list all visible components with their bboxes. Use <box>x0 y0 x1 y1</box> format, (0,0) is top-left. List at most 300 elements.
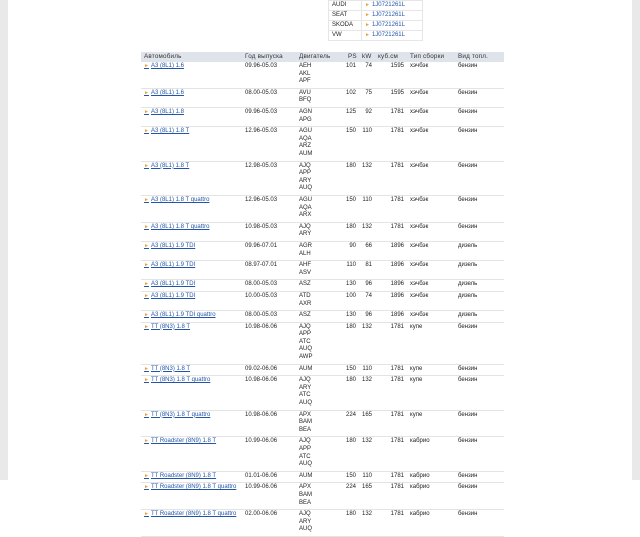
body-type: купе <box>410 377 423 384</box>
car-model-link[interactable] <box>141 196 242 222</box>
kw: 110 <box>362 472 372 479</box>
table-row <box>141 242 504 261</box>
car-model: A3 (8L1) 1.8 T <box>150 162 190 169</box>
brand-part-link[interactable] <box>362 11 423 21</box>
kw: 132 <box>361 162 372 169</box>
arrow-right-icon: ► <box>365 2 370 8</box>
years: 08.00-05.03 <box>245 312 278 319</box>
fuel-type: дизель <box>458 312 478 319</box>
years: 10.98-06.06 <box>245 411 278 418</box>
fuel-type: дизель <box>458 242 478 249</box>
car-model: A3 (8L1) 1.9 TDI <box>150 242 196 249</box>
engine-code: AWP <box>299 354 313 361</box>
arrow-right-icon: ► <box>144 196 149 203</box>
kw: 74 <box>365 292 372 299</box>
left-margin <box>0 0 8 480</box>
arrow-right-icon: ► <box>144 162 149 169</box>
car-model-link[interactable] <box>141 261 242 279</box>
ps: 101 <box>345 63 356 69</box>
cc: 1896 <box>390 292 404 299</box>
engine-code: APX <box>299 411 312 418</box>
arrow-right-icon: ► <box>144 262 149 269</box>
years: 09.96-07.01 <box>245 242 278 249</box>
fuel-type: бензин <box>458 472 478 479</box>
car-model-link[interactable] <box>141 223 242 241</box>
right-margin <box>632 0 640 480</box>
engine-list <box>296 292 345 310</box>
engine-code: BFQ <box>299 97 312 104</box>
header-car: Автомобиль <box>144 53 182 60</box>
ps: 224 <box>345 484 356 491</box>
ps: 180 <box>345 438 356 445</box>
header-ps: PS <box>348 53 357 60</box>
car-model-link[interactable] <box>141 292 242 310</box>
years: 10.98-05.03 <box>245 223 278 230</box>
car-model: A3 (8L1) 1.8 T <box>150 128 190 135</box>
engine-list <box>296 437 345 470</box>
cc: 1781 <box>390 365 404 372</box>
car-model: TT Roadster (8N9) 1.8 T quattro <box>150 484 237 491</box>
table-row <box>141 323 504 365</box>
engine-code: AHF <box>299 262 311 269</box>
brand-row <box>329 31 423 41</box>
cc: 1595 <box>390 63 404 69</box>
engine-code: AJQ <box>299 511 311 518</box>
engine-code: ARY <box>299 384 312 391</box>
engine-list <box>296 261 345 279</box>
engine-list <box>296 411 345 437</box>
fuel-type: бензин <box>458 128 478 135</box>
body-type: купе <box>410 411 423 418</box>
engine-code: APP <box>299 331 312 338</box>
engine-code: APP <box>299 170 312 177</box>
car-model: A3 (8L1) 1.9 TDI <box>150 262 196 269</box>
kw: 110 <box>362 365 372 372</box>
body-type: кабрио <box>410 511 430 518</box>
arrow-right-icon: ► <box>144 438 149 445</box>
cc: 1781 <box>390 472 404 479</box>
arrow-right-icon: ► <box>365 22 370 28</box>
brand-part-link[interactable] <box>362 31 423 41</box>
body-type: хэчбэк <box>410 312 429 319</box>
table-row <box>141 223 504 242</box>
fuel-type: бензин <box>458 411 478 418</box>
engine-list <box>296 472 345 483</box>
engine-code: APP <box>299 446 312 453</box>
kw: 165 <box>361 484 372 491</box>
kw: 132 <box>361 323 372 330</box>
cc: 1781 <box>390 484 404 491</box>
brand-row <box>329 11 423 21</box>
engine-list <box>296 196 345 222</box>
engine-list <box>296 510 345 536</box>
table-row <box>141 472 504 484</box>
brand-row <box>329 21 423 31</box>
brand-row <box>329 1 423 11</box>
car-model-link[interactable] <box>141 510 242 536</box>
table-row <box>141 62 504 89</box>
car-model: TT Roadster (8N9) 1.8 T <box>150 438 217 445</box>
engine-code: AVU <box>299 89 311 96</box>
engine-code: AGU <box>299 128 313 135</box>
engine-code: AGR <box>299 242 313 249</box>
body-type: кабрио <box>410 438 430 445</box>
engine-code: ARY <box>299 177 312 184</box>
car-model-link[interactable] <box>141 62 242 88</box>
cc: 1896 <box>390 312 404 319</box>
fuel-type: бензин <box>458 365 478 372</box>
engine-code: APF <box>299 78 311 85</box>
engine-code: AGU <box>299 196 313 203</box>
years: 12.96-05.03 <box>245 196 278 203</box>
engine-code: ARX <box>299 212 312 219</box>
engine-code: AUQ <box>299 185 313 192</box>
arrow-right-icon: ► <box>144 472 149 479</box>
engine-code: AUQ <box>299 346 313 353</box>
header-engine: Двигатель <box>299 53 331 60</box>
arrow-right-icon: ► <box>144 365 149 372</box>
arrow-right-icon: ► <box>144 63 149 69</box>
arrow-right-icon: ► <box>144 89 149 96</box>
engine-list <box>296 89 345 107</box>
fuel-type: дизель <box>458 292 478 299</box>
fuel-type: бензин <box>458 323 478 330</box>
arrow-right-icon: ► <box>144 377 149 384</box>
engine-code: ATC <box>299 453 311 460</box>
ps: 130 <box>345 281 356 288</box>
car-model-link[interactable] <box>141 127 242 160</box>
kw: 75 <box>365 89 372 96</box>
brand-part-link[interactable] <box>362 1 423 11</box>
engine-code: AJQ <box>299 438 311 445</box>
car-model-link[interactable] <box>141 89 242 107</box>
body-type: хэчбэк <box>410 196 429 203</box>
arrow-right-icon: ► <box>144 312 149 319</box>
car-model-link[interactable] <box>141 472 242 483</box>
table-row <box>141 261 504 280</box>
car-model: TT Roadster (8N9) 1.8 T quattro <box>150 511 237 518</box>
fuel-type: бензин <box>458 438 478 445</box>
header-kw: kW <box>362 53 372 60</box>
arrow-right-icon: ► <box>144 128 149 135</box>
header-cc: куб.см <box>378 53 399 60</box>
ps: 180 <box>345 162 356 169</box>
engine-code: AJQ <box>299 223 311 230</box>
car-model: A3 (8L1) 1.8 T quattro <box>150 196 210 203</box>
engine-list <box>296 108 345 126</box>
engine-list <box>296 311 345 322</box>
car-model: A3 (8L1) 1.9 TDI <box>150 281 196 288</box>
part-code: 1J0721261L <box>371 22 405 28</box>
header-fuel: Вид топл. <box>458 53 489 60</box>
years: 08.00-05.03 <box>245 89 278 96</box>
years: 10.98-06.06 <box>245 323 278 330</box>
engine-list <box>296 242 345 260</box>
ps: 180 <box>345 323 356 330</box>
car-model: TT (8N3) 1.8 T <box>150 323 191 330</box>
arrow-right-icon: ► <box>144 223 149 230</box>
years: 09.96-05.03 <box>245 108 278 115</box>
engine-code: AGN <box>299 108 313 115</box>
engine-code: BAM <box>299 419 313 426</box>
part-code: 1J0721261L <box>371 32 405 38</box>
engine-list <box>296 323 345 364</box>
fuel-type: бензин <box>458 196 478 203</box>
ps: 150 <box>345 128 356 135</box>
years: 08.00-05.03 <box>245 281 278 288</box>
ps: 180 <box>345 223 356 230</box>
ps: 150 <box>345 472 356 479</box>
cc: 1896 <box>390 281 404 288</box>
ps: 150 <box>345 196 356 203</box>
arrow-right-icon: ► <box>365 12 370 18</box>
table-row <box>141 437 504 471</box>
ps: 110 <box>346 262 356 269</box>
engine-code: AUQ <box>299 461 313 468</box>
arrow-right-icon: ► <box>144 484 149 491</box>
car-model: A3 (8L1) 1.6 <box>150 63 184 69</box>
table-row <box>141 280 504 292</box>
engine-code: BEA <box>299 499 312 506</box>
car-model-link[interactable] <box>141 437 242 470</box>
engine-code: BAM <box>299 492 313 499</box>
header-years: Год выпуска <box>245 53 283 60</box>
body-type: кабрио <box>410 484 430 491</box>
engine-code: AJQ <box>299 323 311 330</box>
engine-list <box>296 376 345 409</box>
table-row <box>141 292 504 311</box>
engine-code: ATC <box>299 338 311 345</box>
car-model-link[interactable] <box>141 483 242 509</box>
engine-list <box>296 162 345 195</box>
kw: 132 <box>361 438 372 445</box>
car-model-link[interactable] <box>141 311 242 322</box>
kw: 96 <box>365 281 372 288</box>
cc: 1595 <box>390 89 404 96</box>
fuel-type: бензин <box>458 377 478 384</box>
part-code: 1J0721261L <box>371 12 405 18</box>
body-type: хэчбэк <box>410 223 429 230</box>
engine-code: ARY <box>299 518 312 525</box>
fuel-type: дизель <box>458 281 478 288</box>
arrow-right-icon: ► <box>144 108 149 115</box>
table-row <box>141 376 504 410</box>
arrow-right-icon: ► <box>144 511 149 518</box>
cc: 1781 <box>390 377 404 384</box>
fuel-type: бензин <box>458 511 478 518</box>
engine-list <box>296 62 345 88</box>
header-body: Тип сборки <box>410 53 445 60</box>
body-type: хэчбэк <box>410 89 429 96</box>
ps: 90 <box>349 242 356 249</box>
cc: 1781 <box>390 438 404 445</box>
fuel-type: бензин <box>458 223 478 230</box>
car-model-link[interactable] <box>141 376 242 409</box>
cc: 1781 <box>390 196 404 203</box>
car-model-link[interactable] <box>141 280 242 291</box>
fuel-type: бензин <box>458 108 478 115</box>
applicability-table <box>141 52 504 537</box>
fuel-type: бензин <box>458 162 478 169</box>
arrow-right-icon: ► <box>144 411 149 418</box>
car-model-link[interactable] <box>141 108 242 126</box>
engine-code: AXR <box>299 300 312 307</box>
engine-code: ATD <box>299 292 311 299</box>
arrow-right-icon: ► <box>144 242 149 249</box>
body-type: купе <box>410 365 423 372</box>
kw: 96 <box>365 312 372 319</box>
fuel-type: бензин <box>458 484 478 491</box>
table-row <box>141 483 504 510</box>
engine-code: ASZ <box>299 312 311 319</box>
ps: 224 <box>345 411 356 418</box>
cc: 1781 <box>390 511 404 518</box>
ps: 130 <box>345 312 356 319</box>
table-row <box>141 510 504 537</box>
cc: 1896 <box>390 242 404 249</box>
engine-code: AUQ <box>299 526 313 533</box>
table-row <box>141 196 504 223</box>
brand-codes-table <box>328 0 423 41</box>
kw: 132 <box>361 223 372 230</box>
engine-code: AQA <box>299 135 312 142</box>
engine-code: AKL <box>299 70 311 77</box>
cc: 1896 <box>390 262 404 269</box>
years: 02.00-06.06 <box>245 511 278 518</box>
cc: 1781 <box>390 323 404 330</box>
years: 12.96-05.03 <box>245 128 278 135</box>
arrow-right-icon: ► <box>144 323 149 330</box>
ps: 102 <box>345 89 356 96</box>
arrow-right-icon: ► <box>144 292 149 299</box>
table-row <box>141 311 504 323</box>
table-row <box>141 162 504 196</box>
engine-code: AJQ <box>299 162 311 169</box>
body-type: хэчбэк <box>410 108 429 115</box>
engine-code: ASV <box>299 269 312 276</box>
kw: 110 <box>362 196 372 203</box>
engine-code: ASZ <box>299 281 311 288</box>
car-model: A3 (8L1) 1.6 <box>150 89 184 96</box>
years: 10.99-06.06 <box>245 484 278 491</box>
ps: 125 <box>345 108 356 115</box>
fuel-type: дизель <box>458 262 478 269</box>
brand-name: SKODA <box>329 21 362 31</box>
ps: 180 <box>345 377 356 384</box>
years: 10.99-06.06 <box>245 438 278 445</box>
arrow-right-icon: ► <box>365 32 370 38</box>
engine-list <box>296 483 345 509</box>
body-type: хэчбэк <box>410 292 429 299</box>
kw: 110 <box>362 128 372 135</box>
table-row <box>141 108 504 127</box>
body-type: купе <box>410 323 423 330</box>
brand-name: AUDI <box>329 1 362 11</box>
arrow-right-icon: ► <box>144 281 149 288</box>
engine-list <box>296 223 345 241</box>
engine-code: ARY <box>299 231 312 238</box>
car-model: A3 (8L1) 1.9 TDI <box>150 292 196 299</box>
kw: 132 <box>361 377 372 384</box>
years: 09.96-05.03 <box>245 63 278 69</box>
car-model-link[interactable] <box>141 162 242 195</box>
brand-name: VW <box>329 31 362 41</box>
engine-code: ALH <box>299 250 311 257</box>
car-model-link[interactable] <box>141 242 242 260</box>
ps: 180 <box>345 511 356 518</box>
kw: 165 <box>361 411 372 418</box>
table-header <box>141 52 504 62</box>
years: 09.02-06.06 <box>245 365 278 372</box>
years: 01.01-06.06 <box>245 472 278 479</box>
engine-code: AUM <box>299 472 313 479</box>
engine-code: ARZ <box>299 143 311 150</box>
car-model: TT (8N3) 1.8 T quattro <box>150 411 211 418</box>
engine-code: AJQ <box>299 377 311 384</box>
table-row <box>141 365 504 377</box>
body-type: хэчбэк <box>410 162 429 169</box>
car-model-link[interactable] <box>141 411 242 437</box>
body-type: кабрио <box>410 472 430 479</box>
years: 10.98-06.06 <box>245 377 278 384</box>
engine-code: AUM <box>299 365 313 372</box>
cc: 1781 <box>390 223 404 230</box>
cc: 1781 <box>390 108 404 115</box>
kw: 74 <box>365 63 372 69</box>
body-type: хэчбэк <box>410 262 429 269</box>
fuel-type: бензин <box>458 63 478 69</box>
engine-list <box>296 127 345 160</box>
body-type: хэчбэк <box>410 128 429 135</box>
engine-code: ATC <box>299 392 311 399</box>
cc: 1781 <box>390 162 404 169</box>
car-model: TT (8N3) 1.8 T quattro <box>150 377 211 384</box>
cc: 1781 <box>390 128 404 135</box>
body-type: хэчбэк <box>410 281 429 288</box>
engine-code: APG <box>299 116 312 123</box>
car-model: TT Roadster (8N9) 1.8 T <box>150 472 217 479</box>
engine-list <box>296 365 345 376</box>
kw: 92 <box>365 108 372 115</box>
body-type: хэчбэк <box>410 63 429 69</box>
car-model: A3 (8L1) 1.8 T quattro <box>150 223 210 230</box>
car-model: A3 (8L1) 1.9 TDI quattro <box>150 312 216 319</box>
table-body <box>141 62 504 537</box>
cc: 1781 <box>390 411 404 418</box>
years: 08.97-07.01 <box>245 262 278 269</box>
engine-code: AEH <box>299 63 312 69</box>
engine-code: AQA <box>299 204 312 211</box>
kw: 66 <box>365 242 372 249</box>
engine-code: APX <box>299 484 312 491</box>
car-model-link[interactable] <box>141 323 242 364</box>
years: 10.00-05.03 <box>245 292 278 299</box>
brand-part-link[interactable] <box>362 21 423 31</box>
car-model: A3 (8L1) 1.8 <box>150 108 184 115</box>
car-model-link[interactable] <box>141 365 242 376</box>
part-code: 1J0721261L <box>371 2 405 8</box>
ps: 150 <box>345 365 356 372</box>
kw: 132 <box>361 511 372 518</box>
ps: 100 <box>345 292 356 299</box>
body-type: хэчбэк <box>410 242 429 249</box>
table-row <box>141 89 504 108</box>
engine-list <box>296 280 345 291</box>
table-row <box>141 127 504 161</box>
fuel-type: бензин <box>458 89 478 96</box>
engine-code: AUQ <box>299 400 313 407</box>
car-model: TT (8N3) 1.8 T <box>150 365 191 372</box>
